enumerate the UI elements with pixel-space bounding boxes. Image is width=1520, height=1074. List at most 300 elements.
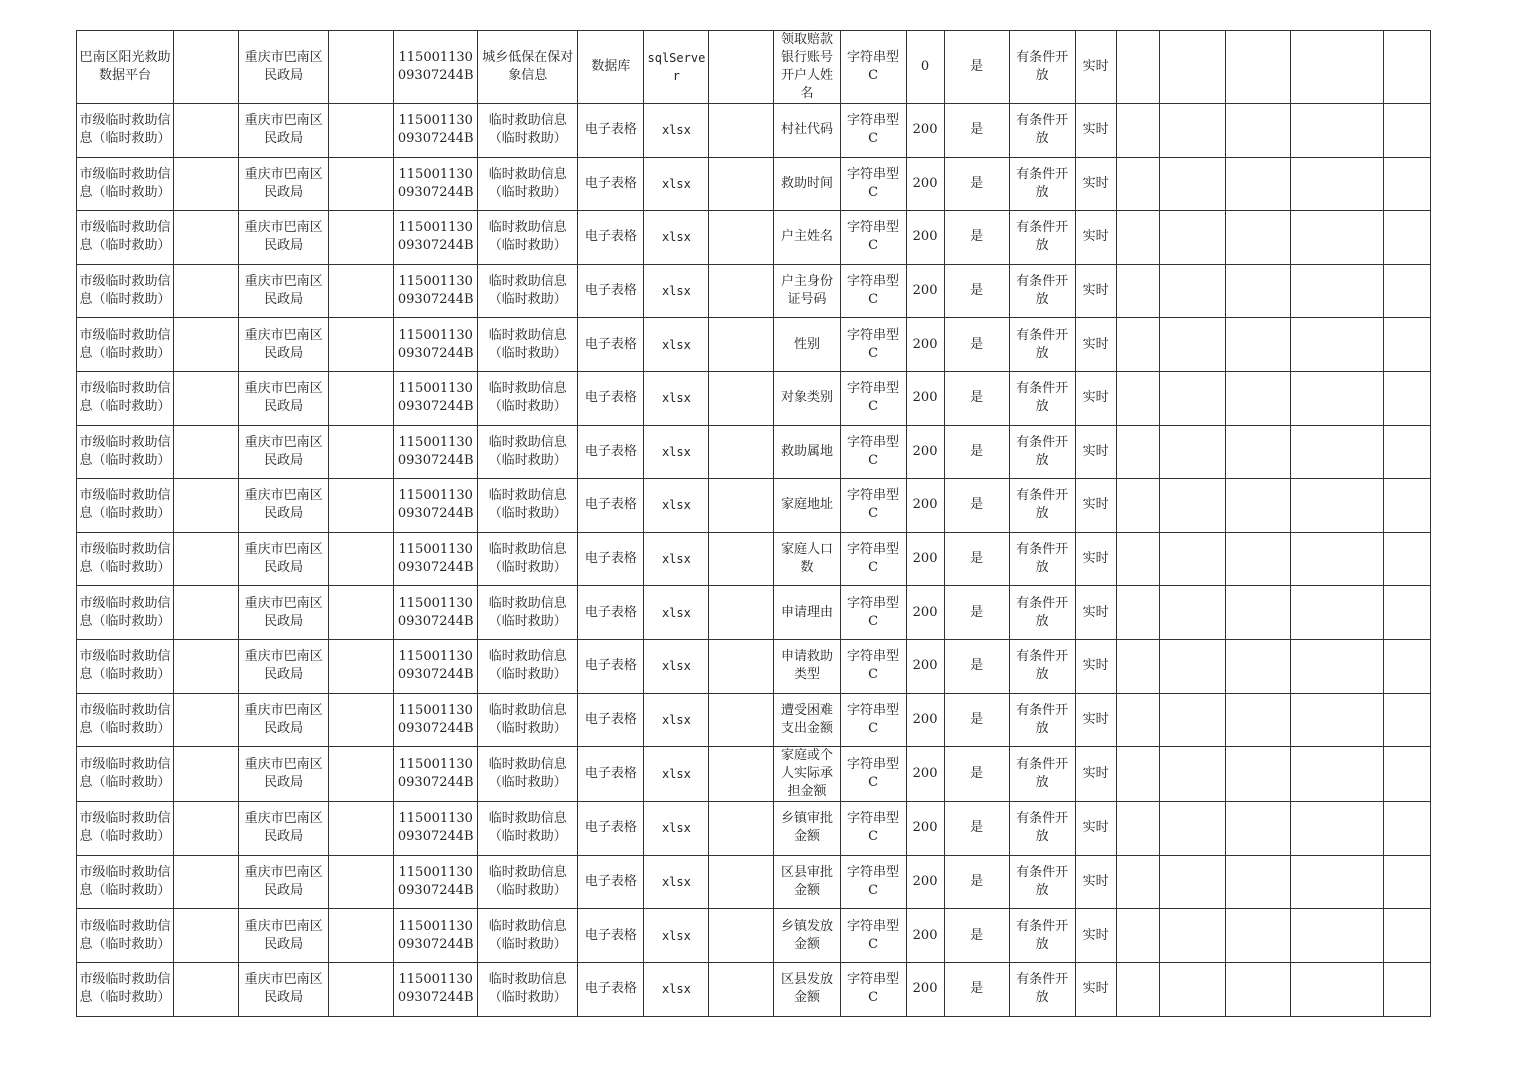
empty-cell: [1159, 264, 1225, 318]
data-type-cell: 字符串型C: [840, 586, 906, 640]
empty-cell: [1383, 586, 1430, 640]
empty-cell: [1116, 586, 1159, 640]
info-item-cell: 临时救助信息（临时救助）: [478, 532, 578, 586]
required-cell: 是: [944, 211, 1009, 265]
blank-cell-c: [709, 211, 774, 265]
info-item-cell: 临时救助信息（临时救助）: [478, 855, 578, 909]
format-type-cell: xlsx: [644, 747, 709, 802]
resource-name-cell: 市级临时救助信息（临时救助）: [77, 371, 174, 425]
empty-cell: [1116, 157, 1159, 211]
data-type-cell: 字符串型C: [840, 747, 906, 802]
empty-cell: [1290, 264, 1383, 318]
department-cell: 重庆市巴南区民政局: [239, 747, 329, 802]
empty-cell: [1225, 962, 1290, 1016]
empty-cell: [1159, 31, 1225, 104]
credit-code-cell: 115001130 09307244B: [394, 747, 478, 802]
blank-cell-b: [329, 157, 394, 211]
update-freq-cell: 实时: [1075, 693, 1116, 747]
format-type-cell: xlsx: [644, 157, 709, 211]
table-row: [77, 479, 1431, 533]
format-category-cell: 电子表格: [578, 479, 644, 533]
share-type-cell: 有条件开放: [1009, 747, 1075, 802]
required-cell: 是: [944, 909, 1009, 963]
table-row: [77, 211, 1431, 265]
empty-cell: [1225, 425, 1290, 479]
info-item-cell: 临时救助信息（临时救助）: [478, 909, 578, 963]
table-row: [77, 639, 1431, 693]
required-cell: 是: [944, 318, 1009, 372]
empty-cell: [1116, 855, 1159, 909]
empty-cell: [1290, 479, 1383, 533]
empty-cell: [1383, 802, 1430, 856]
info-item-cell: 临时救助信息（临时救助）: [478, 371, 578, 425]
empty-cell: [1159, 693, 1225, 747]
format-type-cell: xlsx: [644, 318, 709, 372]
empty-cell: [1290, 211, 1383, 265]
resource-name-cell: 市级临时救助信息（临时救助）: [77, 639, 174, 693]
empty-cell: [1290, 318, 1383, 372]
update-freq-cell: 实时: [1075, 211, 1116, 265]
field-length-cell: 200: [906, 802, 944, 856]
blank-cell-a: [174, 157, 239, 211]
empty-cell: [1116, 479, 1159, 533]
field-name-cell: 救助属地: [774, 425, 840, 479]
table-row: [77, 31, 1431, 104]
empty-cell: [1159, 586, 1225, 640]
required-cell: 是: [944, 639, 1009, 693]
empty-cell: [1159, 211, 1225, 265]
empty-cell: [1290, 693, 1383, 747]
required-cell: 是: [944, 425, 1009, 479]
share-type-cell: 有条件开放: [1009, 855, 1075, 909]
table-row: [77, 747, 1431, 802]
info-item-cell: 临时救助信息（临时救助）: [478, 962, 578, 1016]
credit-code-cell: 115001130 09307244B: [394, 371, 478, 425]
info-item-cell: 城乡低保在保对象信息: [478, 31, 578, 104]
credit-code-cell: 115001130 09307244B: [394, 855, 478, 909]
format-type-cell: xlsx: [644, 532, 709, 586]
update-freq-cell: 实时: [1075, 425, 1116, 479]
empty-cell: [1116, 693, 1159, 747]
share-type-cell: 有条件开放: [1009, 693, 1075, 747]
empty-cell: [1225, 747, 1290, 802]
empty-cell: [1383, 909, 1430, 963]
share-type-cell: 有条件开放: [1009, 425, 1075, 479]
blank-cell-a: [174, 211, 239, 265]
data-type-cell: 字符串型C: [840, 211, 906, 265]
department-cell: 重庆市巴南区民政局: [239, 693, 329, 747]
format-type-cell: xlsx: [644, 802, 709, 856]
empty-cell: [1225, 157, 1290, 211]
credit-code-cell: 115001130 09307244B: [394, 318, 478, 372]
blank-cell-a: [174, 532, 239, 586]
table-row: [77, 586, 1431, 640]
required-cell: 是: [944, 747, 1009, 802]
required-cell: 是: [944, 479, 1009, 533]
empty-cell: [1383, 318, 1430, 372]
department-cell: 重庆市巴南区民政局: [239, 425, 329, 479]
empty-cell: [1225, 639, 1290, 693]
empty-cell: [1290, 371, 1383, 425]
empty-cell: [1225, 31, 1290, 104]
empty-cell: [1116, 211, 1159, 265]
info-item-cell: 临时救助信息（临时救助）: [478, 802, 578, 856]
blank-cell-b: [329, 211, 394, 265]
blank-cell-a: [174, 425, 239, 479]
info-item-cell: 临时救助信息（临时救助）: [478, 157, 578, 211]
data-type-cell: 字符串型C: [840, 693, 906, 747]
field-name-cell: 领取赔款银行账号开户人姓名: [774, 31, 840, 104]
resource-name-cell: 市级临时救助信息（临时救助）: [77, 318, 174, 372]
empty-cell: [1383, 264, 1430, 318]
blank-cell-a: [174, 639, 239, 693]
blank-cell-a: [174, 371, 239, 425]
data-type-cell: 字符串型C: [840, 264, 906, 318]
blank-cell-a: [174, 31, 239, 104]
required-cell: 是: [944, 157, 1009, 211]
blank-cell-b: [329, 639, 394, 693]
credit-code-cell: 115001130 09307244B: [394, 802, 478, 856]
data-type-cell: 字符串型C: [840, 371, 906, 425]
blank-cell-a: [174, 802, 239, 856]
department-cell: 重庆市巴南区民政局: [239, 639, 329, 693]
empty-cell: [1225, 693, 1290, 747]
share-type-cell: 有条件开放: [1009, 104, 1075, 158]
info-item-cell: 临时救助信息（临时救助）: [478, 747, 578, 802]
blank-cell-c: [709, 909, 774, 963]
credit-code-cell: 115001130 09307244B: [394, 211, 478, 265]
empty-cell: [1290, 962, 1383, 1016]
update-freq-cell: 实时: [1075, 264, 1116, 318]
resource-name-cell: 市级临时救助信息（临时救助）: [77, 962, 174, 1016]
field-name-cell: 遭受困难支出金额: [774, 693, 840, 747]
department-cell: 重庆市巴南区民政局: [239, 211, 329, 265]
format-category-cell: 电子表格: [578, 264, 644, 318]
data-type-cell: 字符串型C: [840, 31, 906, 104]
credit-code-cell: 115001130 09307244B: [394, 693, 478, 747]
blank-cell-c: [709, 747, 774, 802]
format-type-cell: xlsx: [644, 371, 709, 425]
empty-cell: [1290, 909, 1383, 963]
empty-cell: [1116, 31, 1159, 104]
empty-cell: [1225, 909, 1290, 963]
empty-cell: [1159, 747, 1225, 802]
format-category-cell: 电子表格: [578, 909, 644, 963]
resource-name-cell: 市级临时救助信息（临时救助）: [77, 211, 174, 265]
blank-cell-b: [329, 31, 394, 104]
data-type-cell: 字符串型C: [840, 318, 906, 372]
blank-cell-b: [329, 747, 394, 802]
field-length-cell: 200: [906, 264, 944, 318]
empty-cell: [1383, 693, 1430, 747]
required-cell: 是: [944, 802, 1009, 856]
resource-name-cell: 市级临时救助信息（临时救助）: [77, 802, 174, 856]
field-name-cell: 区县发放金额: [774, 962, 840, 1016]
required-cell: 是: [944, 586, 1009, 640]
table-row: [77, 693, 1431, 747]
info-item-cell: 临时救助信息（临时救助）: [478, 211, 578, 265]
field-length-cell: 200: [906, 909, 944, 963]
empty-cell: [1159, 157, 1225, 211]
blank-cell-a: [174, 693, 239, 747]
format-category-cell: 数据库: [578, 31, 644, 104]
resource-name-cell: 市级临时救助信息（临时救助）: [77, 532, 174, 586]
blank-cell-a: [174, 479, 239, 533]
empty-cell: [1159, 962, 1225, 1016]
format-type-cell: xlsx: [644, 479, 709, 533]
table-row: [77, 532, 1431, 586]
required-cell: 是: [944, 855, 1009, 909]
credit-code-cell: 115001130 09307244B: [394, 31, 478, 104]
empty-cell: [1290, 802, 1383, 856]
required-cell: 是: [944, 31, 1009, 104]
data-type-cell: 字符串型C: [840, 962, 906, 1016]
field-length-cell: 200: [906, 479, 944, 533]
resource-name-cell: 巴南区阳光救助数据平台: [77, 31, 174, 104]
empty-cell: [1116, 639, 1159, 693]
table-row: [77, 425, 1431, 479]
empty-cell: [1159, 855, 1225, 909]
field-length-cell: 200: [906, 639, 944, 693]
field-length-cell: 0: [906, 31, 944, 104]
share-type-cell: 有条件开放: [1009, 909, 1075, 963]
format-type-cell: xlsx: [644, 104, 709, 158]
blank-cell-a: [174, 962, 239, 1016]
update-freq-cell: 实时: [1075, 586, 1116, 640]
format-type-cell: xlsx: [644, 211, 709, 265]
resource-name-cell: 市级临时救助信息（临时救助）: [77, 909, 174, 963]
empty-cell: [1225, 104, 1290, 158]
department-cell: 重庆市巴南区民政局: [239, 962, 329, 1016]
credit-code-cell: 115001130 09307244B: [394, 479, 478, 533]
format-category-cell: 电子表格: [578, 855, 644, 909]
field-name-cell: 家庭人口数: [774, 532, 840, 586]
blank-cell-a: [174, 264, 239, 318]
empty-cell: [1290, 532, 1383, 586]
empty-cell: [1225, 586, 1290, 640]
empty-cell: [1383, 157, 1430, 211]
empty-cell: [1225, 802, 1290, 856]
department-cell: 重庆市巴南区民政局: [239, 855, 329, 909]
resource-name-cell: 市级临时救助信息（临时救助）: [77, 747, 174, 802]
format-category-cell: 电子表格: [578, 586, 644, 640]
empty-cell: [1225, 264, 1290, 318]
field-name-cell: 救助时间: [774, 157, 840, 211]
field-name-cell: 乡镇审批金额: [774, 802, 840, 856]
department-cell: 重庆市巴南区民政局: [239, 104, 329, 158]
field-name-cell: 家庭或个人实际承担金额: [774, 747, 840, 802]
update-freq-cell: 实时: [1075, 909, 1116, 963]
table-row: [77, 802, 1431, 856]
field-name-cell: 家庭地址: [774, 479, 840, 533]
empty-cell: [1290, 31, 1383, 104]
credit-code-cell: 115001130 09307244B: [394, 425, 478, 479]
blank-cell-a: [174, 855, 239, 909]
format-type-cell: xlsx: [644, 264, 709, 318]
empty-cell: [1225, 479, 1290, 533]
format-category-cell: 电子表格: [578, 425, 644, 479]
table-row: [77, 157, 1431, 211]
blank-cell-c: [709, 157, 774, 211]
data-type-cell: 字符串型C: [840, 157, 906, 211]
share-type-cell: 有条件开放: [1009, 371, 1075, 425]
update-freq-cell: 实时: [1075, 104, 1116, 158]
department-cell: 重庆市巴南区民政局: [239, 909, 329, 963]
share-type-cell: 有条件开放: [1009, 962, 1075, 1016]
data-type-cell: 字符串型C: [840, 479, 906, 533]
empty-cell: [1116, 909, 1159, 963]
empty-cell: [1159, 318, 1225, 372]
table-row: [77, 909, 1431, 963]
blank-cell-c: [709, 479, 774, 533]
credit-code-cell: 115001130 09307244B: [394, 962, 478, 1016]
empty-cell: [1116, 532, 1159, 586]
blank-cell-b: [329, 479, 394, 533]
blank-cell-b: [329, 962, 394, 1016]
department-cell: 重庆市巴南区民政局: [239, 371, 329, 425]
update-freq-cell: 实时: [1075, 747, 1116, 802]
blank-cell-a: [174, 586, 239, 640]
field-length-cell: 200: [906, 104, 944, 158]
share-type-cell: 有条件开放: [1009, 586, 1075, 640]
field-length-cell: 200: [906, 962, 944, 1016]
format-type-cell: xlsx: [644, 962, 709, 1016]
empty-cell: [1225, 532, 1290, 586]
empty-cell: [1159, 909, 1225, 963]
update-freq-cell: 实时: [1075, 802, 1116, 856]
update-freq-cell: 实时: [1075, 157, 1116, 211]
data-type-cell: 字符串型C: [840, 425, 906, 479]
department-cell: 重庆市巴南区民政局: [239, 586, 329, 640]
share-type-cell: 有条件开放: [1009, 31, 1075, 104]
empty-cell: [1383, 104, 1430, 158]
resource-name-cell: 市级临时救助信息（临时救助）: [77, 425, 174, 479]
share-type-cell: 有条件开放: [1009, 532, 1075, 586]
data-type-cell: 字符串型C: [840, 909, 906, 963]
format-category-cell: 电子表格: [578, 747, 644, 802]
info-item-cell: 临时救助信息（临时救助）: [478, 479, 578, 533]
field-length-cell: 200: [906, 747, 944, 802]
empty-cell: [1116, 318, 1159, 372]
empty-cell: [1116, 747, 1159, 802]
blank-cell-c: [709, 693, 774, 747]
department-cell: 重庆市巴南区民政局: [239, 264, 329, 318]
empty-cell: [1225, 855, 1290, 909]
field-length-cell: 200: [906, 532, 944, 586]
blank-cell-c: [709, 586, 774, 640]
format-type-cell: sqlServer: [644, 31, 709, 104]
empty-cell: [1159, 425, 1225, 479]
required-cell: 是: [944, 693, 1009, 747]
empty-cell: [1159, 104, 1225, 158]
empty-cell: [1383, 962, 1430, 1016]
blank-cell-b: [329, 586, 394, 640]
blank-cell-c: [709, 318, 774, 372]
empty-cell: [1159, 802, 1225, 856]
department-cell: 重庆市巴南区民政局: [239, 157, 329, 211]
field-length-cell: 200: [906, 211, 944, 265]
field-length-cell: 200: [906, 157, 944, 211]
share-type-cell: 有条件开放: [1009, 802, 1075, 856]
empty-cell: [1383, 532, 1430, 586]
format-category-cell: 电子表格: [578, 157, 644, 211]
field-length-cell: 200: [906, 855, 944, 909]
info-item-cell: 临时救助信息（临时救助）: [478, 318, 578, 372]
department-cell: 重庆市巴南区民政局: [239, 31, 329, 104]
format-category-cell: 电子表格: [578, 802, 644, 856]
empty-cell: [1225, 211, 1290, 265]
table-row: [77, 962, 1431, 1016]
resource-name-cell: 市级临时救助信息（临时救助）: [77, 479, 174, 533]
update-freq-cell: 实时: [1075, 318, 1116, 372]
empty-cell: [1383, 639, 1430, 693]
blank-cell-b: [329, 425, 394, 479]
credit-code-cell: 115001130 09307244B: [394, 586, 478, 640]
empty-cell: [1116, 425, 1159, 479]
blank-cell-b: [329, 909, 394, 963]
update-freq-cell: 实时: [1075, 371, 1116, 425]
resource-name-cell: 市级临时救助信息（临时救助）: [77, 855, 174, 909]
data-type-cell: 字符串型C: [840, 639, 906, 693]
format-category-cell: 电子表格: [578, 962, 644, 1016]
info-item-cell: 临时救助信息（临时救助）: [478, 264, 578, 318]
empty-cell: [1116, 104, 1159, 158]
blank-cell-c: [709, 31, 774, 104]
blank-cell-b: [329, 264, 394, 318]
format-type-cell: xlsx: [644, 639, 709, 693]
required-cell: 是: [944, 104, 1009, 158]
blank-cell-c: [709, 425, 774, 479]
table-row: [77, 264, 1431, 318]
share-type-cell: 有条件开放: [1009, 264, 1075, 318]
format-category-cell: 电子表格: [578, 318, 644, 372]
credit-code-cell: 115001130 09307244B: [394, 104, 478, 158]
blank-cell-a: [174, 747, 239, 802]
field-length-cell: 200: [906, 371, 944, 425]
resource-name-cell: 市级临时救助信息（临时救助）: [77, 157, 174, 211]
field-length-cell: 200: [906, 693, 944, 747]
blank-cell-a: [174, 104, 239, 158]
share-type-cell: 有条件开放: [1009, 318, 1075, 372]
empty-cell: [1159, 371, 1225, 425]
field-length-cell: 200: [906, 318, 944, 372]
blank-cell-b: [329, 532, 394, 586]
data-catalog-table: [76, 30, 1431, 1017]
empty-cell: [1290, 157, 1383, 211]
table-row: [77, 104, 1431, 158]
empty-cell: [1290, 425, 1383, 479]
empty-cell: [1383, 855, 1430, 909]
info-item-cell: 临时救助信息（临时救助）: [478, 693, 578, 747]
blank-cell-a: [174, 909, 239, 963]
field-name-cell: 户主身份证号码: [774, 264, 840, 318]
blank-cell-b: [329, 104, 394, 158]
empty-cell: [1383, 747, 1430, 802]
blank-cell-c: [709, 264, 774, 318]
department-cell: 重庆市巴南区民政局: [239, 802, 329, 856]
table-row: [77, 371, 1431, 425]
credit-code-cell: 115001130 09307244B: [394, 639, 478, 693]
blank-cell-c: [709, 802, 774, 856]
resource-name-cell: 市级临时救助信息（临时救助）: [77, 264, 174, 318]
empty-cell: [1383, 211, 1430, 265]
format-category-cell: 电子表格: [578, 104, 644, 158]
empty-cell: [1225, 371, 1290, 425]
empty-cell: [1159, 532, 1225, 586]
data-type-cell: 字符串型C: [840, 532, 906, 586]
field-length-cell: 200: [906, 586, 944, 640]
department-cell: 重庆市巴南区民政局: [239, 532, 329, 586]
